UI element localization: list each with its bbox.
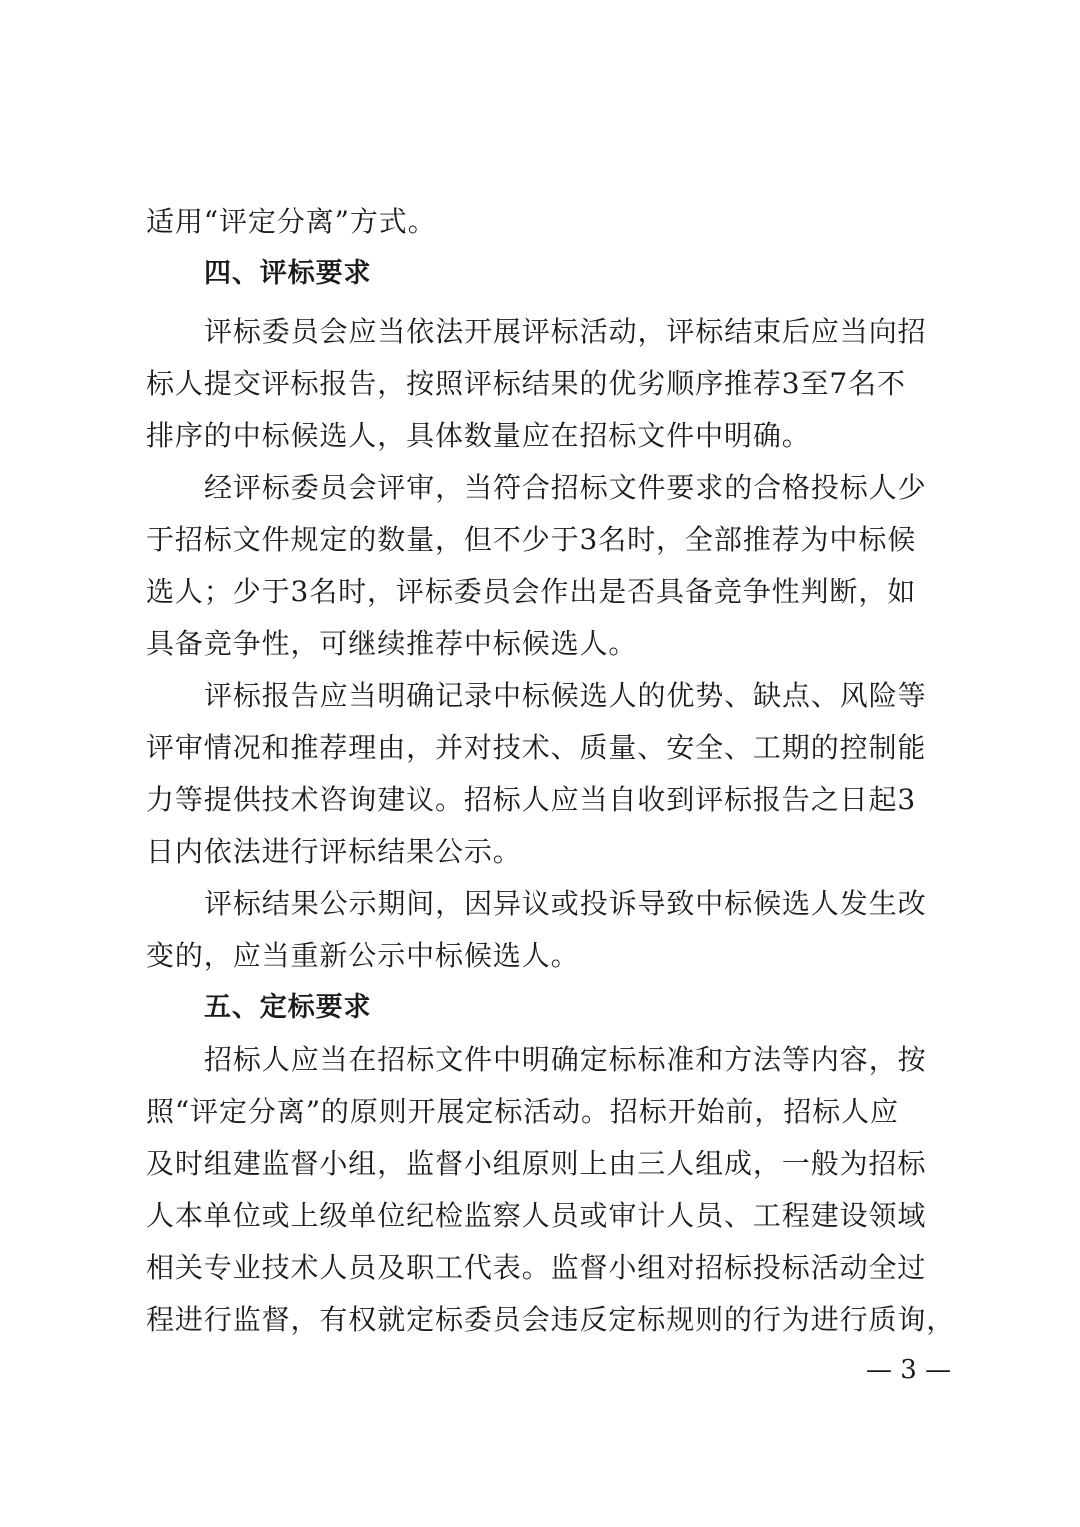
paragraph-line: 力等提供技术咨询建议。招标人应当自收到评标报告之日起3 <box>146 783 917 816</box>
paragraph-line: 评标报告应当明确记录中标候选人的优势、缺点、风险等 <box>204 679 927 712</box>
paragraph-line: 排序的中标候选人，具体数量应在招标文件中明确。 <box>146 419 811 452</box>
paragraph-line: 评审情况和推荐理由，并对技术、质量、安全、工期的控制能 <box>146 731 927 764</box>
paragraph-line: 评标结果公示期间，因异议或投诉导致中标候选人发生改 <box>204 887 927 920</box>
paragraph-line: 相关专业技术人员及职工代表。监督小组对招标投标活动全过 <box>146 1251 927 1284</box>
section-heading-4: 四、评标要求 <box>204 258 372 289</box>
paragraph-line: 照“评定分离”的原则开展定标活动。招标开始前，招标人应 <box>146 1095 899 1128</box>
paragraph-line: 招标人应当在招标文件中明确定标标准和方法等内容，按 <box>204 1043 927 1076</box>
paragraph-line: 变的，应当重新公示中标候选人。 <box>146 939 580 972</box>
page-number: — 3 — <box>866 1355 952 1385</box>
paragraph-line: 经评标委员会评审，当符合招标文件要求的合格投标人少 <box>204 471 927 504</box>
paragraph-line: 选人；少于3名时，评标委员会作出是否具备竞争性判断，如 <box>146 575 917 608</box>
paragraph-line: 人本单位或上级单位纪检监察人员或审计人员、工程建设领域 <box>146 1199 927 1232</box>
paragraph-line: 标人提交评标报告，按照评标结果的优劣顺序推荐3至7名不 <box>146 367 906 400</box>
paragraph-line: 适用“评定分离”方式。 <box>146 205 437 238</box>
paragraph-line: 程进行监督，有权就定标委员会违反定标规则的行为进行质询， <box>146 1303 956 1336</box>
paragraph-line: 于招标文件规定的数量，但不少于3名时，全部推荐为中标候 <box>146 523 917 556</box>
paragraph-line: 评标委员会应当依法开展评标活动，评标结束后应当向招 <box>204 315 927 348</box>
paragraph-line: 具备竞争性，可继续推荐中标候选人。 <box>146 627 638 660</box>
paragraph-line: 及时组建监督小组，监督小组原则上由三人组成，一般为招标 <box>146 1147 927 1180</box>
document-body <box>146 196 956 1346</box>
section-heading-5: 五、定标要求 <box>204 992 372 1023</box>
paragraph-line: 日内依法进行评标结果公示。 <box>146 835 522 868</box>
